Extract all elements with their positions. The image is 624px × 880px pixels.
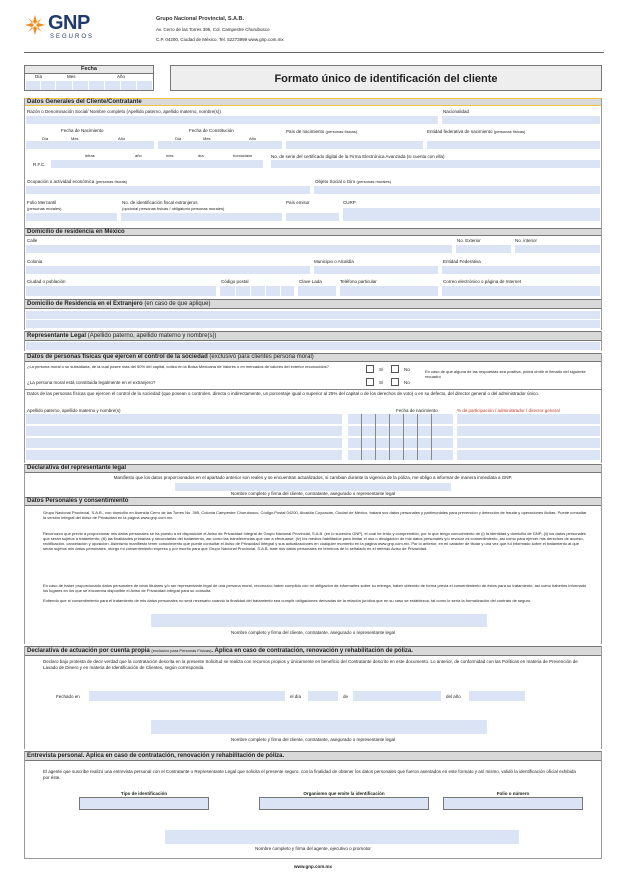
- folio-numero-input[interactable]: [443, 797, 583, 810]
- control-row[interactable]: [26, 414, 342, 424]
- company-address-1: Av. Cerro de las Torres 395, Col. Campestre Churubusco: [156, 27, 270, 32]
- fecha-nac-input[interactable]: [26, 141, 154, 149]
- privacy-p4: Entiendo que el consentimiento para el tratamiento de mis datos personales no será necesario cuando la finalidad del tratamiento sea cumplir obligaciones derivadas de la relación jurídica que en su caso se establezca, tal como lo sería la formalización del contrato de seguro.: [43, 598, 532, 603]
- pais-nac-input[interactable]: [286, 141, 423, 149]
- privacy-p3: En caso de haber proporcionado datos personales de otros titulares y/o ser representante legal de una persona moral, reconozco haber cumplido con mi obligación de informarles sobre su entrega, haber obtenido de forma previa el consentimiento de éstos para su tratamiento, así como haberles informado los lugares en los que se encuentra disponible el Aviso de Privacidad Integral para su consulta.: [43, 583, 587, 593]
- section-2-title: Domicilio de residencia en México: [27, 229, 125, 235]
- fechado-input[interactable]: [89, 691, 285, 701]
- section-6: [24, 464, 602, 498]
- q1-si-label: Sí: [379, 367, 384, 372]
- representante-input[interactable]: [26, 342, 600, 350]
- section-4: [24, 331, 602, 351]
- ocupacion-input[interactable]: [26, 186, 310, 194]
- cuenta-propia-firma-label: Nombre completo y firma del cliente, contratante, asegurado o representante legal: [230, 737, 396, 742]
- section-8: [24, 646, 602, 749]
- q1-text: ¿La persona moral o su subsidiaria, de la cual posee más del 50% del capital, cotiza en la Bolsa Mexicana de Valores o en mercados de valores del exterior reconocidos?: [27, 364, 329, 369]
- de-label: de: [343, 694, 349, 699]
- telefono-label: Teléfono particular: [340, 279, 377, 284]
- anio-input[interactable]: [469, 691, 525, 701]
- fn-mes: Mes: [71, 136, 79, 141]
- fecha-input[interactable]: [26, 81, 152, 90]
- logo-sub: SEGUROS: [50, 34, 95, 40]
- entidad-nac-label: Entidad federativa de nacimiento (personas físicas): [427, 129, 526, 134]
- fc-anio: Año: [249, 136, 257, 141]
- objeto-input[interactable]: [314, 186, 600, 194]
- dia-input[interactable]: [308, 691, 338, 701]
- ocupacion-label: Ocupación o actividad económica (personas físicas): [27, 179, 128, 184]
- declarativa-firma-input[interactable]: [175, 483, 451, 491]
- no-id-fiscal-label: No. de identificación fiscal extranjeros: [122, 200, 198, 205]
- rfc-label: R.F.C.: [33, 162, 46, 167]
- fc-dia: Día: [175, 136, 182, 141]
- fecha-label: Fecha: [25, 66, 153, 74]
- rfc-dia: día: [198, 153, 204, 158]
- calle-input[interactable]: [26, 245, 452, 253]
- cp-label: Código postal: [221, 279, 249, 284]
- entrevista-text: El agente que suscribe realizó una entrevista personal con el Contratante o Representante Legal que solicita el presente seguro, con la finalidad de obtener los datos personales que fueron asentados en este formato y así mismo, validó la identificación oficial exhibida por éste.: [43, 769, 576, 780]
- section-2: [24, 228, 602, 300]
- pais-emisor-label: País emisor: [286, 200, 310, 205]
- q2-si-checkbox[interactable]: [366, 378, 374, 386]
- agente-firma-label: Nombre completo y firma del agente, ejecutivo o promotor: [255, 846, 371, 851]
- municipio-input[interactable]: [314, 266, 438, 274]
- company-name: Grupo Nacional Provincial, S.A.B.: [156, 16, 245, 22]
- ciudad-label: Ciudad o población: [27, 279, 66, 284]
- q1-no-checkbox[interactable]: [391, 365, 399, 373]
- privacy-firma-input[interactable]: [151, 614, 487, 627]
- entidad-nac-input[interactable]: [427, 141, 600, 149]
- pais-nac-label: País de nacimiento (personas físicas): [286, 129, 358, 134]
- rfc-mes: mes: [166, 153, 174, 158]
- email-input[interactable]: [442, 286, 600, 296]
- section-8-title: Declarativa de actuación por cuenta propia (exclusivo para Personas Físicas). Aplica en caso de contratación, renovación y rehabilitación de póliza.: [27, 648, 413, 654]
- el-dia-label: el día: [290, 694, 302, 699]
- privacy-firma-label: Nombre completo y firma del cliente, contratante, asegurado o representante legal: [230, 630, 396, 635]
- rfc-letras: letras: [85, 153, 95, 158]
- curp-input[interactable]: [343, 208, 600, 221]
- folio-note: (personas morales): [27, 206, 62, 211]
- razon-label: Razón o Denominación Social/ Nombre completo (Apellido paterno, apellido materno, nombre(s)): [27, 109, 221, 114]
- extranjero-input-1[interactable]: [26, 311, 600, 319]
- q2-no-label: No: [404, 380, 410, 385]
- section-6-title: Declarativa del representante legal: [27, 465, 127, 471]
- form-title-box: [170, 65, 602, 91]
- clave-lada-label: Clave Lada: [299, 279, 322, 284]
- del-anio-label: del año: [446, 694, 461, 699]
- col-pct: % de participación / administrador / director general: [457, 408, 560, 413]
- telefono-input[interactable]: [340, 286, 438, 296]
- entidad-label: Entidad Federativa: [443, 259, 481, 264]
- section-7: [24, 497, 602, 644]
- col-fecha: Fecha de nacimiento: [396, 408, 438, 413]
- fecha-dia: Día: [35, 74, 43, 79]
- colonia-input[interactable]: [26, 266, 310, 274]
- mes-input[interactable]: [353, 691, 441, 701]
- section-3: [24, 299, 602, 330]
- section-5-title: Datos de personas físicas que ejercen el control de la sociedad (exclusivo para clientes persona moral): [27, 354, 314, 360]
- calle-label: Calle: [27, 238, 38, 243]
- declarativa-text: Manifiesto que los datos proporcionados en el apartado anterior son reales y se encuentran actualizados, si cambian durante la vigencia de la póliza, me obligo a informar de manera inmediata a GNP.: [113, 475, 513, 480]
- privacy-p2: Reconozco que previo a proporcionar mis datos personales se ha puesto a mi disposición el Aviso de Privacidad Integral de Grupo Nacional Provincial, S.A.B. (en lo sucesivo GNP), el cual he leído y comprendido, por lo que tengo conocimiento de (i) la identidad y domicilio de GNP; (ii) los datos personales que serán sujetos a tratamiento; (iii) las finalidades primarias y secundarias del tratamiento, así como las transferencias que van a efectuarse; (iv) los medios habilitados para limitar el uso o divulgación de mis datos personales y/o revocar mi consentimiento, así como para ejercer mis derechos de acceso, rectificación, cancelación y oposición. Asimismo manifiesto tener conocimiento que puede consultar el Aviso de Privacidad Integral y sus actualizaciones en cualquier momento en la página www.gnp.com.mx. Por lo anterior, en mi carácter de titular y una vez que fui informado sobre el tratamiento al que serán sujetos mis datos personales, otorgo mi consentimiento expreso y por escrito para que Grupo Nacional Provincial, S.A.B. trate mis datos personales en términos de lo señalado en el referido Aviso de Privacidad.: [43, 531, 586, 551]
- municipio-label: Municipio o Alcaldía: [314, 259, 354, 264]
- agente-firma-input[interactable]: [165, 830, 519, 844]
- col-nombre: Apellido paterno, apellido materno y nombre(s): [27, 408, 121, 413]
- no-id-fiscal-input[interactable]: [121, 213, 282, 221]
- privacy-p1: Grupo Nacional Provincial, S.A.B., con domicilio en Avenida Cerro de las Torres No. 395, Colonia Campestre Churubusco, Código Postal 04200, Alcaldía Coyoacán, Ciudad de México, tratará sus datos personales y patrimoniales para prevención y detección de fraude y operaciones ilícitas. Puede consultar la versión integral del Aviso de Privacidad en la página www.gnp.com.mx.: [43, 510, 587, 520]
- fn-anio: Año: [118, 136, 126, 141]
- rfc-homoclave: homoclave: [233, 153, 253, 158]
- clave-lada-input[interactable]: [298, 286, 336, 296]
- no-int-input[interactable]: [515, 245, 600, 253]
- tipo-id-input[interactable]: [79, 797, 209, 810]
- cuenta-propia-text: Declaro bajo protesta de decir verdad que la contratación descrita en la presente Solicitud se realiza con recursos propios y únicamente en beneficio del Contratante descrito en este documento. Lo anterior, de conformidad con las Políticas en materia de Prevención de Lavado de Dinero y en materia de Identificación de Clientes, según corresponda.: [43, 659, 578, 670]
- extranjero-input-2[interactable]: [26, 320, 600, 328]
- logo-text: GNP: [48, 12, 90, 34]
- header-divider: [24, 52, 604, 53]
- header: [24, 12, 604, 56]
- section-9: [24, 751, 602, 859]
- q2-si-label: Sí: [379, 380, 384, 385]
- fecha-anio: Año: [117, 74, 126, 79]
- gnp-logo-icon: [24, 14, 46, 36]
- no-int-label: No. interior: [515, 238, 538, 243]
- control-row[interactable]: [26, 438, 342, 448]
- no-ext-label: No. Exterior: [457, 238, 481, 243]
- organismo-input[interactable]: [259, 797, 429, 810]
- ciudad-input[interactable]: [26, 286, 216, 296]
- section-1: [24, 98, 602, 228]
- fc-mes: Mes: [203, 136, 211, 141]
- folio-input[interactable]: [26, 213, 117, 221]
- cuenta-propia-firma-input[interactable]: [151, 720, 487, 734]
- serie-cert-label: No. de serie del certificado digital de la Firma Electrónica Avanzada (si cuenta con ella): [271, 154, 445, 159]
- control-row[interactable]: [26, 426, 342, 436]
- fecha-const-label: Fecha de Constitución: [189, 128, 234, 133]
- fecha-nac-label: Fecha de Nacimiento: [61, 128, 104, 133]
- note-right: En caso de que alguna de las respuestas sea positiva, podrá omitir el llenado del siguiente recuadro: [425, 369, 586, 379]
- objeto-label: Objeto Social o Giro (personas morales): [315, 179, 392, 184]
- fecha-const-input[interactable]: [158, 141, 282, 149]
- control-description: Datos de las personas físicas que ejercen el control de la sociedad (que posean o controlen, directa o indirectamente, un porcentaje igual o superior al 25% del capital o de los derechos de voto) o en su defecto, del director general o del administrador único.: [27, 391, 540, 396]
- declarativa-firma-label: Nombre completo y firma del cliente, contratante, asegurado o representante legal: [230, 491, 396, 496]
- section-7-title: Datos Personales y consentimiento: [27, 498, 129, 504]
- nacionalidad-label: Nacionalidad: [443, 109, 470, 114]
- q2-text: ¿La persona moral está constituida legalmente en el extranjero?: [27, 380, 156, 385]
- control-table: [26, 414, 600, 462]
- folio-numero-label: Folio o número: [496, 791, 530, 796]
- no-id-fiscal-note: (opcional personas físicas / obligatorio personas morales): [122, 206, 225, 211]
- section-4-title: Representante Legal (Apellido paterno, apellido materno y nombre(s)): [27, 333, 217, 339]
- entidad-input[interactable]: [442, 266, 600, 274]
- q2-no-checkbox[interactable]: [391, 378, 399, 386]
- serie-cert-input[interactable]: [271, 160, 600, 168]
- organismo-label: Organismo que emite la identificación: [303, 791, 385, 796]
- folio-label: Folio Mercantil: [27, 200, 57, 205]
- form-title: Formato único de identificación del cliente: [274, 73, 498, 85]
- section-1-title: Datos Generales del Cliente/Contratante: [27, 99, 142, 105]
- footer-url: www.gnp.com.mx: [293, 864, 333, 869]
- fn-dia: Día: [42, 136, 49, 141]
- q1-si-checkbox[interactable]: [366, 365, 374, 373]
- cp-input[interactable]: [220, 286, 294, 296]
- section-9-title: Entrevista personal. Aplica en caso de contratación, renovación y rehabilitación de póliza.: [27, 753, 285, 759]
- pais-emisor-input[interactable]: [286, 213, 339, 221]
- q1-no-label: No: [404, 367, 410, 372]
- rfc-anio: año: [135, 153, 142, 158]
- section-3-title: Domicilio de Residencia en el Extranjero (en caso de que aplique): [27, 301, 211, 307]
- control-row[interactable]: [26, 450, 342, 460]
- tipo-id-label: Tipo de identificación: [120, 791, 168, 796]
- colonia-label: Colonia: [27, 259, 43, 264]
- nacionalidad-input[interactable]: [442, 116, 600, 124]
- rfc-input[interactable]: [51, 160, 263, 168]
- email-label: Correo electrónico o página de Internet: [443, 279, 522, 284]
- razon-input[interactable]: [26, 116, 438, 124]
- fecha-box: [24, 65, 154, 91]
- company-address-2: C.P. 04200, Ciudad de México. Tel. 52273999 www.gnp.com.mx: [156, 37, 284, 42]
- no-ext-input[interactable]: [456, 245, 511, 253]
- curp-label: CURP: [343, 200, 356, 205]
- fechado-label: Fechado en: [56, 694, 80, 699]
- fecha-mes: Mes: [67, 74, 76, 79]
- section-5: [24, 353, 602, 463]
